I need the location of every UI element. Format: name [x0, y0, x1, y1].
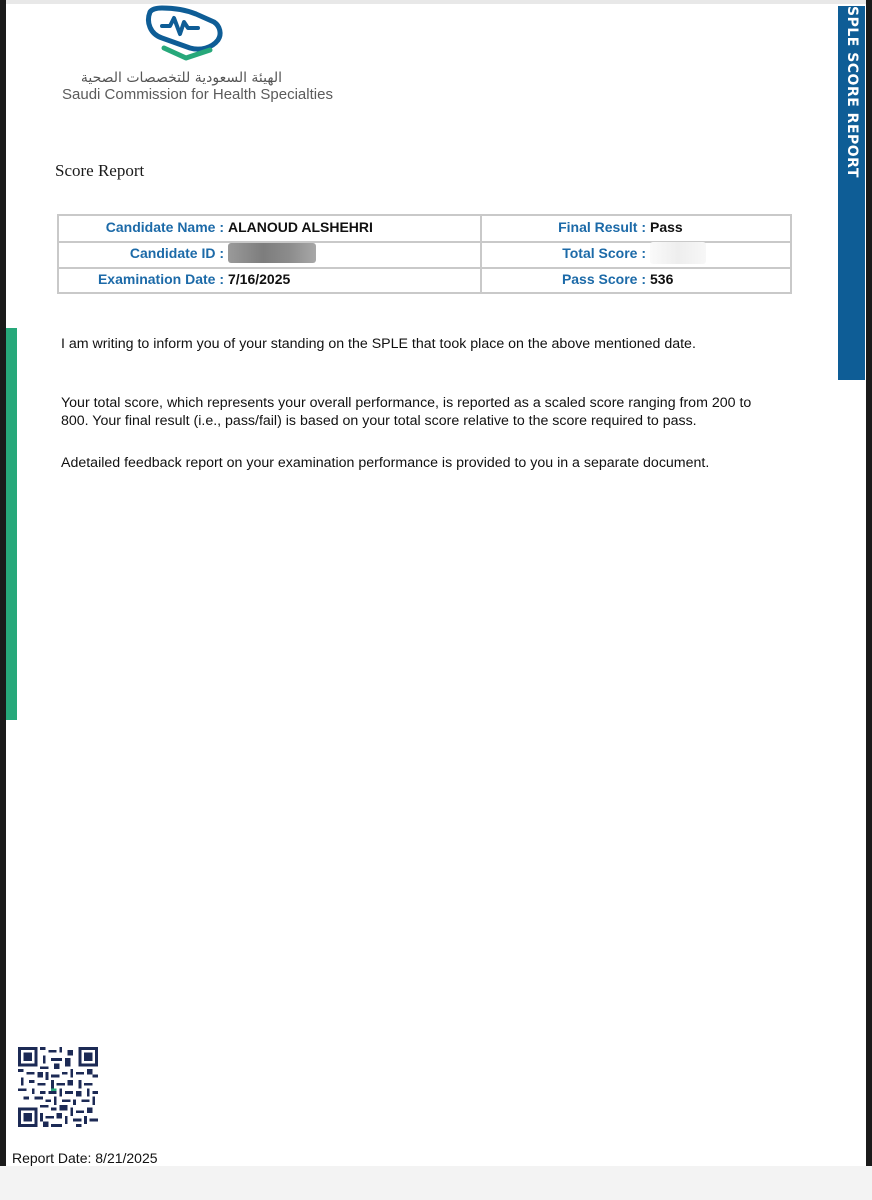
candidate-id-label: Candidate ID :	[129, 245, 224, 261]
pass-score-label: Pass Score :	[561, 271, 646, 287]
accent-bar	[6, 328, 17, 720]
final-result-label: Final Result :	[558, 219, 646, 235]
final-result-value: Pass	[650, 219, 683, 235]
right-edge	[866, 0, 872, 1166]
body-paragraph: I am writing to inform you of your standing on the SPLE that took place on the above mentioned date.	[61, 336, 696, 352]
report-date: Report Date: 8/21/2025	[12, 1150, 158, 1166]
org-name-english: Saudi Commission for Health Specialties	[62, 86, 333, 103]
candidate-name-value: ALANOUD ALSHEHRI	[228, 219, 373, 235]
exam-date-label: Examination Date :	[97, 271, 224, 287]
bottom-area	[0, 1166, 872, 1200]
table-divider	[480, 216, 482, 292]
side-banner-label: SPLE SCORE REPORT	[844, 6, 860, 178]
top-shade	[6, 0, 866, 4]
table-divider	[59, 267, 790, 269]
redacted-total-score	[650, 242, 706, 264]
qr-code-icon[interactable]	[18, 1047, 98, 1127]
body-paragraph: Adetailed feedback report on your examination performance is provided to you in a separate document.	[61, 455, 710, 471]
exam-date-value: 7/16/2025	[228, 271, 291, 287]
candidate-name-label: Candidate Name :	[105, 219, 224, 235]
org-name-arabic: الهيئة السعودية للتخصصات الصحية	[80, 70, 282, 86]
total-score-label: Total Score :	[562, 245, 646, 261]
document-title: Score Report	[55, 161, 145, 180]
body-paragraph: Your total score, which represents your overall performance, is reported as a scaled score ranging from 200 to 800. Your final result (i.e., pass/fail) is based on your total score relative to the score required to pass.	[61, 395, 752, 429]
redacted-candidate-id	[228, 243, 316, 263]
scfhs-logo-icon	[140, 4, 224, 66]
pass-score-value: 536	[650, 271, 674, 287]
